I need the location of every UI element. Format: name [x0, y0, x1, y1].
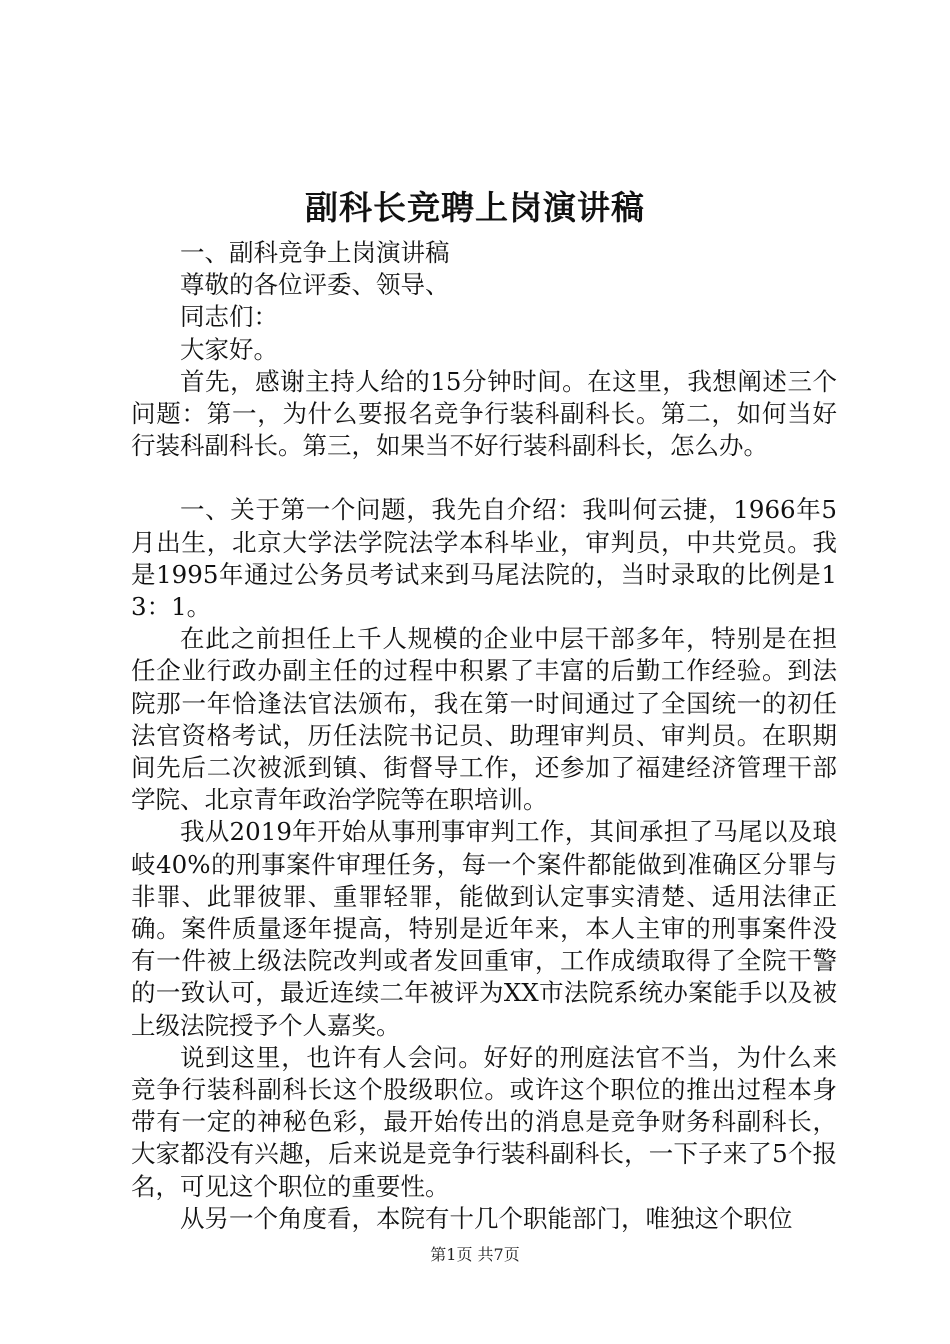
document-title: 副科长竞聘上岗演讲稿 — [305, 188, 645, 227]
paragraph: 在此之前担任上千人规模的企业中层干部多年，特别是在担任企业行政办副主任的过程中积累了丰富的后勤工作经验。到法院那一年恰逢法官法颁布，我在第一时间通过了全国统一的初任法官资格考试，历任法院书记员、助理审判员、审判员。在职期间先后二次被派到镇、街督导工作，还参加了福建经济管理干部学院、北京青年政治学院等在职培训。 — [131, 624, 837, 815]
paragraph-spacer — [131, 462, 837, 494]
section-heading: 一、副科竞争上岗演讲稿 — [180, 238, 450, 267]
document-body — [131, 237, 837, 1235]
paragraph: 说到这里，也许有人会问。好好的刑庭法官不当，为什么来竞争行装科副科长这个股级职位。或许这个职位的推出过程本身带有一定的神秘色彩，最开始传出的消息是竞争财务科副科长，大家都没有兴趣，后来说是竞争行装科副科长，一下子来了5个报名，可见这个职位的重要性。 — [131, 1042, 837, 1201]
paragraph: 从另一个角度看，本院有十几个职能部门，唯独这个职位 — [180, 1203, 793, 1233]
paragraph: 首先，感谢主持人给的15分钟时间。在这里，我想阐述三个问题：第一，为什么要报名竞争行装科副科长。第二，如何当好行装科副科长。第三，如果当不好行装科副科长，怎么办。 — [131, 366, 837, 461]
page-number-footer: 第1页 共7页 — [430, 1245, 520, 1264]
paragraph: 我从2019年开始从事刑事审判工作，其间承担了马尾以及琅岐40%的刑事案件审理任务，每一个案件都能做到准确区分罪与非罪、此罪彼罪、重罪轻罪，能做到认定事实清楚、适用法律正确。案件质量逐年提高，特别是近年来，本人主审的刑事案件没有一件被上级法院改判或者发回重审，工作成绩取得了全院干警的一致认可，最近连续二年被评为XX市法院系统办案能手以及被上级法院授予个人嘉奖。 — [131, 817, 837, 1040]
salutation-line: 同志们： — [180, 302, 278, 332]
greeting: 大家好。 — [180, 334, 278, 364]
paragraph: 一、关于第一个问题，我先自介绍：我叫何云捷，1966年5月出生，北京大学法学院法学本科毕业，审判员，中共党员。我是1995年通过公务员考试来到马尾法院的，当时录取的比例是13：1。 — [131, 495, 837, 622]
salutation-line: 尊敬的各位评委、领导、 — [180, 270, 450, 300]
